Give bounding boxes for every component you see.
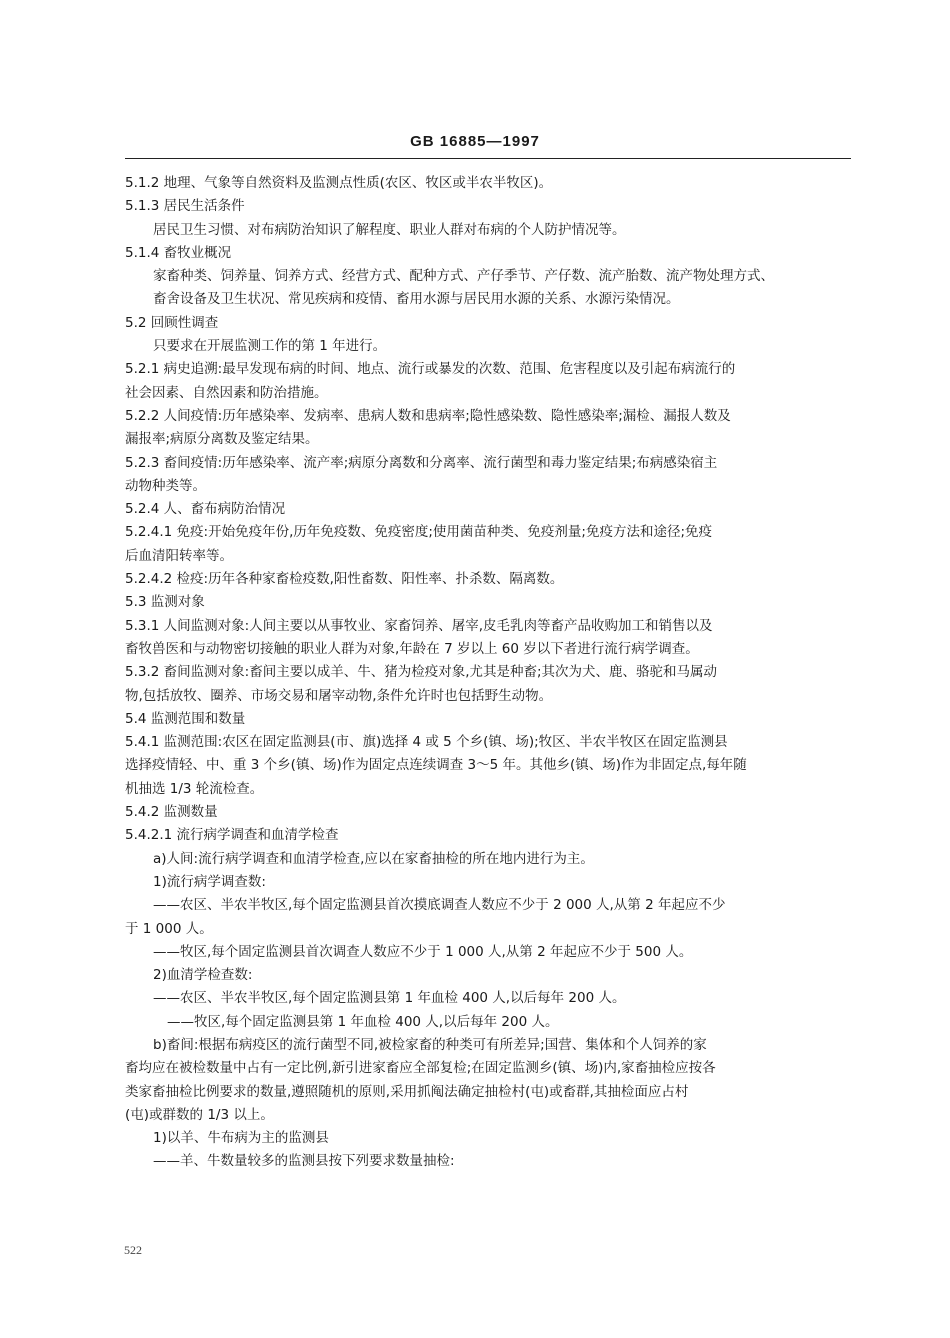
text-line: 5.4.2 监测数量 [125, 804, 218, 821]
text-line: 5.1.3 居民生活条件 [125, 198, 245, 215]
text-line: ——农区、半农半牧区,每个固定监测县第 1 年血检 400 人,以后每年 200 人。 [153, 990, 626, 1007]
text-line: a)人间:流行病学调查和血清学检查,应以在家畜抽检的所在地内进行为主。 [153, 850, 594, 867]
page-number: 522 [124, 1243, 142, 1257]
text-line: 1)流行病学调查数: [153, 873, 266, 890]
text-line: 5.3.1 人间监测对象:人间主要以从事牧业、家畜饲养、屠宰,皮毛乳肉等畜产品收购加工和销售以及 [125, 617, 713, 634]
text-line: 家畜种类、饲养量、饲养方式、经营方式、配种方式、产仔季节、产仔数、流产胎数、流产物处理方式、 [153, 268, 774, 285]
text-line: 于 1 000 人。 [125, 920, 213, 937]
text-line: 居民卫生习惯、对布病防治知识了解程度、职业人群对布病的个人防护情况等。 [153, 221, 626, 238]
text-line: 选择疫情轻、中、重 3 个乡(镇、场)作为固定点连续调查 3～5 年。其他乡(镇、场)作为非固定点,每年随 [125, 757, 747, 774]
text-line: ——牧区,每个固定监测县第 1 年血检 400 人,以后每年 200 人。 [167, 1013, 559, 1030]
text-line: 5.1.4 畜牧业概况 [125, 244, 232, 261]
text-line: 5.1.2 地理、气象等自然资料及监测点性质(农区、牧区或半农半牧区)。 [125, 175, 553, 191]
text-line: 1)以羊、牛布病为主的监测县 [153, 1130, 329, 1147]
text-line: 5.2.4.2 检疫:历年各种家畜检疫数,阳性畜数、阳性率、扑杀数、隔离数。 [125, 571, 564, 588]
body-text [125, 172, 853, 1174]
text-line: 畜均应在被检数量中占有一定比例,新引进家畜应全部复检;在固定监测乡(镇、场)内,家畜抽检应按各 [125, 1060, 716, 1077]
text-line: 2)血清学检查数: [153, 967, 253, 984]
text-line: 动物种类等。 [125, 477, 206, 494]
text-line: 5.4.1 监测范围:农区在固定监测县(市、旗)选择 4 或 5 个乡(镇、场);牧区、半农半牧区在固定监测县 [125, 734, 728, 751]
text-line: (屯)或群数的 1/3 以上。 [125, 1106, 274, 1123]
text-line: 5.2 回顾性调查 [125, 314, 219, 331]
text-line: 机抽选 1/3 轮流检查。 [125, 780, 264, 797]
text-line: 5.2.2 人间疫情:历年感染率、发病率、患病人数和患病率;隐性感染数、隐性感染率;漏检、漏报人数及 [125, 407, 731, 424]
text-line: 5.3.2 畜间监测对象:畜间主要以成羊、牛、猪为检疫对象,尤其是种畜;其次为犬、鹿、骆驼和马属动 [125, 664, 718, 681]
text-line: b)畜间:根据布病疫区的流行菌型不同,被检家畜的种类可有所差异;国营、集体和个人饲养的家 [153, 1036, 707, 1053]
text-line: ——牧区,每个固定监测县首次调查人数应不少于 1 000 人,从第 2 年起应不少于 500 人。 [153, 943, 693, 960]
text-line: 只要求在开展监测工作的第 1 年进行。 [153, 338, 387, 355]
text-line: 社会因素、自然因素和防治措施。 [125, 384, 328, 401]
text-line: 5.2.4 人、畜布病防治情况 [125, 501, 286, 518]
header-rule [125, 158, 851, 159]
text-line: ——农区、半农半牧区,每个固定监测县首次摸底调查人数应不少于 2 000 人,从第 2 年起应不少 [153, 897, 726, 914]
text-line: 后血清阳转率等。 [125, 547, 233, 564]
text-line: 畜舍设备及卫生状况、常见疾病和疫情、畜用水源与居民用水源的关系、水源污染情况。 [153, 291, 680, 308]
text-line: 物,包括放牧、圈养、市场交易和屠宰动物,条件允许时也包括野生动物。 [125, 687, 553, 704]
text-line: 5.4.2.1 流行病学调查和血清学检查 [125, 827, 339, 844]
text-line: 5.4 监测范围和数量 [125, 710, 246, 727]
text-line: 5.2.1 病史追溯:最早发现布病的时间、地点、流行或暴发的次数、范围、危害程度以及引起布病流行的 [125, 361, 736, 378]
text-line: ——羊、牛数量较多的监测县按下列要求数量抽检: [153, 1153, 455, 1170]
text-line: 畜牧兽医和与动物密切接触的职业人群为对象,年龄在 7 岁以上 60 岁以下者进行流行病学调查。 [125, 640, 699, 657]
text-line: 类家畜抽检比例要求的数量,遵照随机的原则,采用抓阄法确定抽检村(屯)或畜群,其抽检面应占村 [125, 1083, 689, 1100]
text-line: 5.2.4.1 免疫:开始免疫年份,历年免疫数、免疫密度;使用菌苗种类、免疫剂量;免疫方法和途径;免疫 [125, 524, 713, 541]
text-line: 5.3 监测对象 [125, 594, 205, 611]
standard-number-header: GB 16885—1997 [410, 133, 540, 150]
text-line: 5.2.3 畜间疫情:历年感染率、流产率;病原分离数和分离率、流行菌型和毒力鉴定结果;布病感染宿主 [125, 454, 718, 471]
text-line: 漏报率;病原分离数及鉴定结果。 [125, 431, 319, 448]
